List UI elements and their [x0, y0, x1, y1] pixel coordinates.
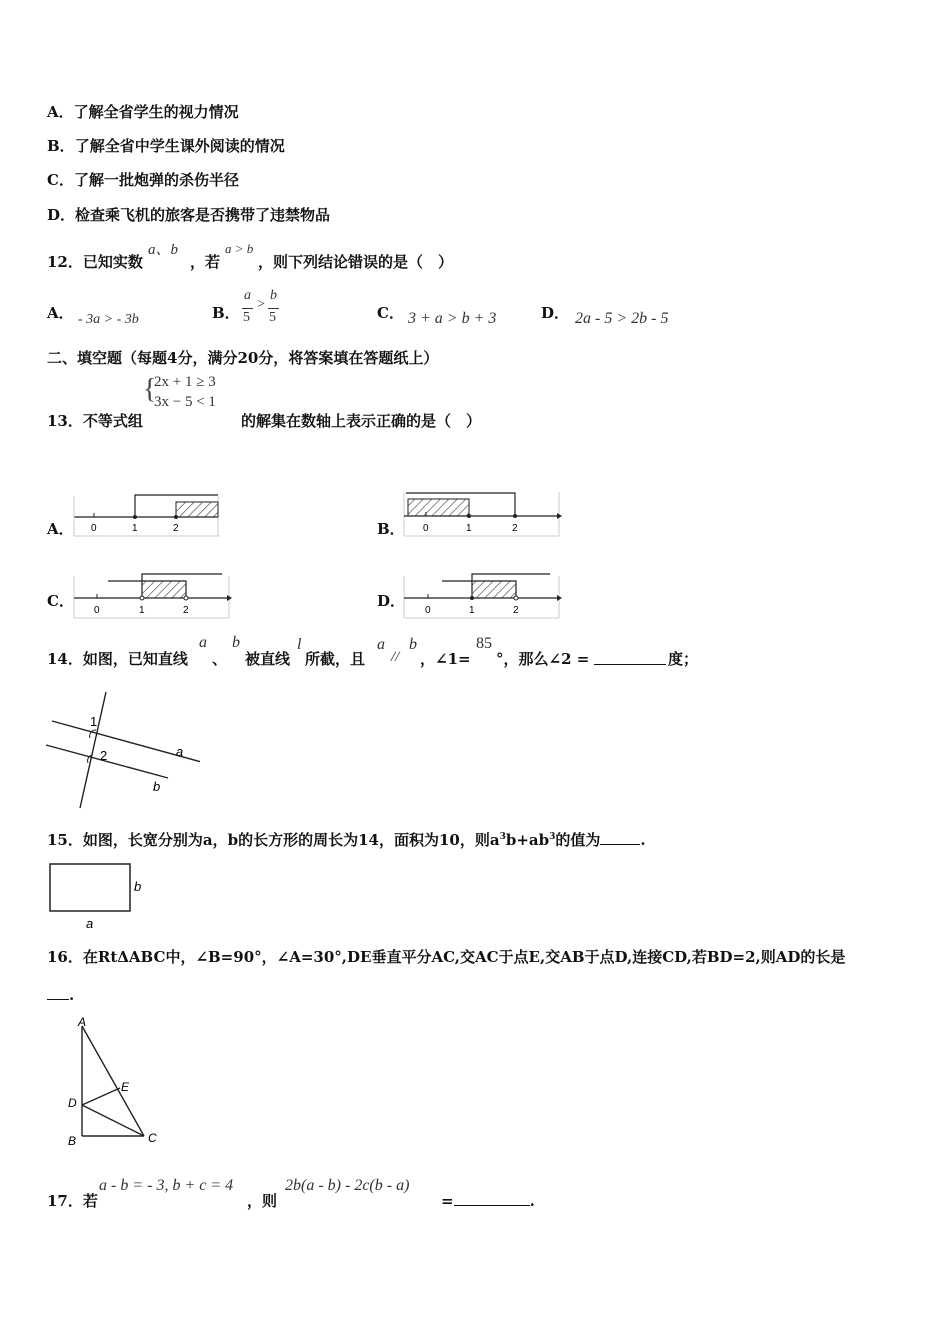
q14-p5: °，那么∠2 = [496, 650, 590, 668]
q14-p1: 14．如图，已知直线 [47, 650, 188, 668]
q14-p2: 被直线 [245, 650, 291, 668]
tick-label: 0 [91, 523, 97, 534]
vertex-d-label: D [68, 1096, 77, 1110]
vertex-e-label: E [121, 1080, 130, 1094]
q14-angle1: 85 [476, 635, 492, 652]
q12-cond: a > b [225, 241, 254, 256]
frac-op: > [257, 297, 265, 312]
q12-mid: ，若 [190, 253, 221, 271]
q12-option-c-expr: 3 + a > b + 3 [408, 310, 497, 327]
frac2-den: 5 [269, 310, 276, 325]
q12-vars: a、b [148, 242, 179, 258]
number-line-b [402, 486, 562, 538]
q15-text: 15．如图，长宽分别为a，b的长方形的周长为14，面积为10，则$a^3b+ab^3$的值为 . [47, 831, 646, 849]
rect-b-label: b [134, 879, 142, 894]
tick-label: 2 [183, 605, 189, 616]
q12-option-c-letter: C． [377, 304, 404, 322]
q14-figure [40, 688, 200, 813]
q17-mid: ，则 [247, 1192, 278, 1210]
q13-option-d-letter: D． [377, 592, 406, 610]
q16-text: 16．在RtΔABC中，∠B=90°，∠A=30°,DE垂直平分AC,交AC于点E,交AB于点D,连接CD,若BD=2,则AD的长是 [47, 948, 846, 966]
q15-rectangle-figure [44, 858, 150, 932]
line-a-label: a [176, 744, 184, 759]
q12-option-b-letter: B． [212, 304, 240, 322]
q16-blank-line: . [47, 985, 74, 1004]
q13-option-a-letter: A． [47, 520, 74, 538]
ineq-2: 3x − 5 < 1 [154, 394, 216, 410]
tick-label: 2 [173, 523, 179, 534]
tick-label: 0 [423, 523, 429, 534]
rect-a-label: a [86, 916, 94, 931]
number-line-c [72, 570, 234, 620]
q12-option-d-expr: 2a - 5 > 2b - 5 [575, 310, 669, 327]
q16-answer-blank[interactable] [47, 985, 69, 1000]
frac2-bar [268, 308, 279, 309]
q14-parallel-b: b [409, 636, 417, 653]
frac1-bar [242, 308, 253, 309]
tick-label: 1 [466, 523, 472, 534]
tick-label: 1 [139, 605, 145, 616]
q17-prefix: 17．若 [47, 1192, 98, 1210]
q14-var-b: b [232, 634, 240, 651]
q17-cond: a - b = - 3, b + c = 4 [99, 1177, 234, 1194]
q13-option-b-letter: B． [377, 520, 405, 538]
inequality-system [143, 374, 238, 414]
q13-suffix: 的解集在数轴上表示正确的是（ ） [241, 412, 482, 430]
tick-label: 1 [469, 605, 475, 616]
vertex-b-label: B [68, 1134, 77, 1148]
number-line-d [402, 570, 562, 620]
q17-equals: = . [441, 1192, 535, 1210]
q14-sep: 、 [212, 650, 228, 668]
number-line-a [72, 488, 222, 538]
q14-p6: 度； [668, 650, 699, 668]
q14-var-l: l [297, 636, 302, 653]
q14-var-a: a [199, 634, 207, 651]
brace-icon: { [143, 374, 157, 405]
frac2-num: b [270, 288, 277, 303]
ineq-1: 2x + 1 ≥ 3 [154, 374, 216, 390]
q12-suffix: ，则下列结论错误的是（ ） [258, 253, 454, 271]
section-title: 二、填空题（每题4分，满分20分，将答案填在答题纸上） [47, 349, 439, 367]
q15-answer-blank[interactable] [600, 830, 640, 845]
q12-option-d-letter: D． [541, 304, 570, 322]
q14-p3: 所截，且 [305, 650, 366, 668]
angle2-label: 2 [100, 748, 108, 763]
q12-option-a-letter: A． [47, 304, 74, 322]
option-c: C．了解一批炮弹的杀伤半径 [47, 171, 239, 189]
vertex-c-label: C [148, 1131, 157, 1145]
q14-p4: ，∠1= [420, 650, 471, 668]
q13-option-c-letter: C． [47, 592, 74, 610]
q17-expr: 2b(a - b) - 2c(b - a) [285, 1177, 410, 1194]
tick-label: 2 [512, 523, 518, 534]
option-b: B．了解全省中学生课外阅读的情况 [47, 137, 285, 155]
q12-option-a-expr: - 3a > - 3b [78, 312, 139, 327]
option-a: A．了解全省学生的视力情况 [47, 103, 239, 121]
tick-label: 0 [425, 605, 431, 616]
q12-prefix: 12．已知实数 [47, 253, 143, 271]
q16-triangle-figure [62, 1014, 172, 1149]
q12-option-b-fractions [240, 288, 290, 332]
q17-answer-blank[interactable] [454, 1191, 530, 1206]
q14-parallel-symbol: // [391, 649, 400, 665]
angle1-label: 1 [90, 714, 98, 729]
line-b-label: b [153, 779, 161, 794]
tick-label: 2 [513, 605, 519, 616]
q14-parallel-a: a [377, 636, 385, 653]
vertex-a-label: A [78, 1015, 87, 1029]
frac1-den: 5 [243, 310, 250, 325]
tick-label: 0 [94, 605, 100, 616]
q13-prefix: 13．不等式组 [47, 412, 143, 430]
tick-label: 1 [132, 523, 138, 534]
option-d: D．检查乘飞机的旅客是否携带了违禁物品 [47, 206, 331, 224]
frac1-num: a [244, 288, 251, 303]
q14-answer-blank[interactable] [594, 649, 666, 665]
